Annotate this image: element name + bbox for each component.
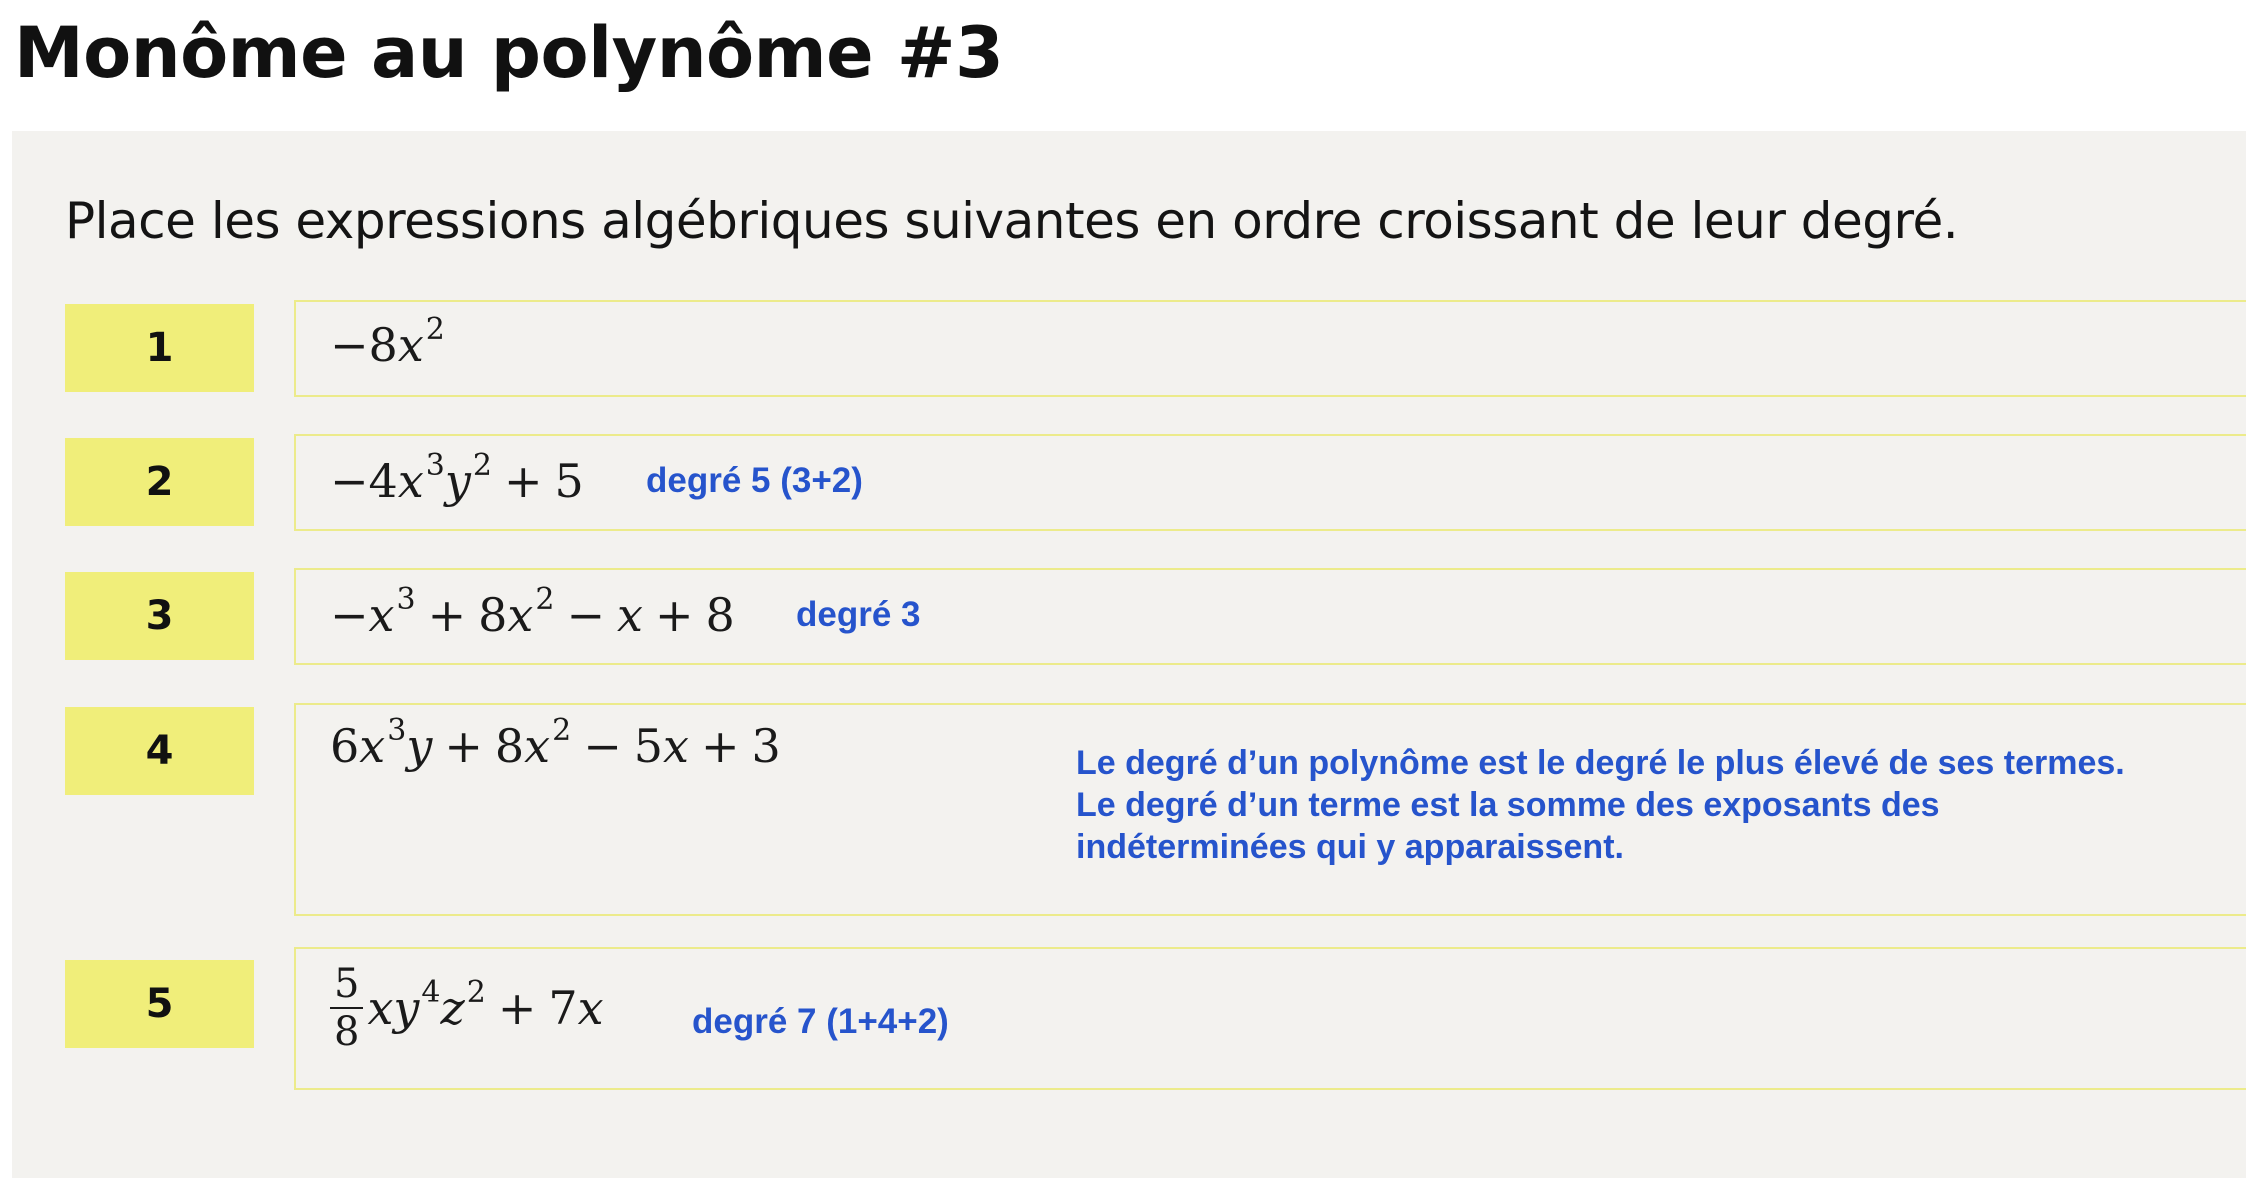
exercise-panel [12,131,2246,1178]
expression-slot[interactable] [294,947,2246,1090]
row-number-badge: 1 [65,304,254,392]
instruction-text: Place les expressions algébriques suivantes en ordre croissant de leur degré. [65,192,1959,250]
row-number-badge: 3 [65,572,254,660]
explanation-line: Le degré d’un polynôme est le degré le plus élevé de ses termes. [1076,744,2125,782]
row-number-badge: 4 [65,707,254,795]
expression: $6x^3y + 8x^2 - 5x + 3$ [330,713,781,773]
row-number-badge: 5 [65,960,254,1048]
expression: $-8x^2$ [330,312,445,372]
expression-slot[interactable] [294,568,2246,665]
explanation-line: indéterminées qui y apparaissent. [1076,828,1624,866]
degree-annotation: degré 7 (1+4+2) [692,1002,949,1041]
fraction: $\frac{5}{8}$ [330,961,363,1055]
degree-explanation [1076,742,2125,868]
expression: $\frac{5}{8}$ $xy^4z^2 + 7x$ [330,965,604,1059]
degree-annotation: degré 3 [796,595,921,634]
expression: $-4x^3y^2 + 5$ [330,448,584,508]
expression-slot[interactable] [294,300,2246,397]
page-title: Monôme au polynôme #3 [14,12,1004,94]
expression: $-x^3 + 8x^2 - x + 8$ [330,582,735,642]
degree-annotation: degré 5 (3+2) [646,461,863,500]
expression-slot[interactable] [294,434,2246,531]
expression-slot[interactable] [294,703,2246,916]
explanation-line: Le degré d’un terme est la somme des exposants des [1076,786,1940,824]
row-number-badge: 2 [65,438,254,526]
